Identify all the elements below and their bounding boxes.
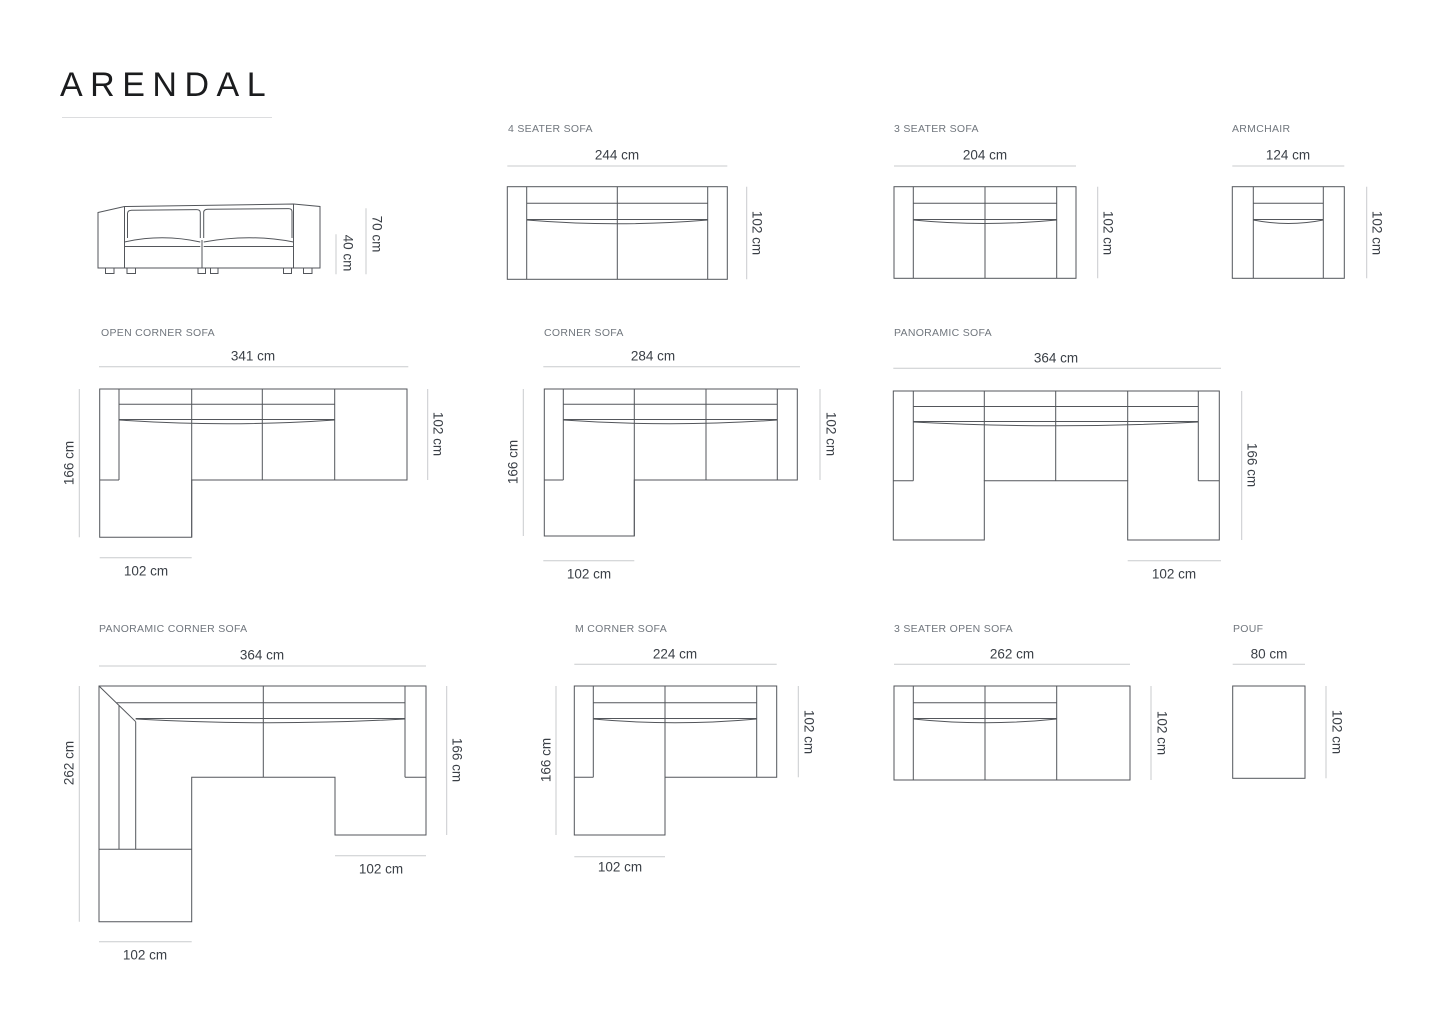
pouf-drawing xyxy=(1233,664,1326,778)
open-corner-drawing xyxy=(79,367,427,558)
section-title-m-corner: M CORNER SOFA xyxy=(575,623,667,635)
section-title-corner: CORNER SOFA xyxy=(544,327,624,339)
dim-depth-right-open-corner: 102 cm xyxy=(430,411,446,457)
dim-depth-four-seater: 102 cm xyxy=(749,210,765,256)
dim-chaise-corner: 102 cm xyxy=(566,566,612,582)
dim-chaise-m-corner: 102 cm xyxy=(597,859,643,875)
dim-width-panoramic: 364 cm xyxy=(1033,350,1079,366)
dim-depth-armchair: 102 cm xyxy=(1369,210,1385,256)
dim-width-pouf: 80 cm xyxy=(1250,646,1288,662)
m-corner-drawing xyxy=(556,664,798,856)
dim-chaise-bottom-panoramic-corner: 102 cm xyxy=(122,947,168,963)
dim-total-height-label: 70 cm xyxy=(369,215,385,253)
dim-depth-left-open-corner: 166 cm xyxy=(61,440,77,486)
dim-width-open-corner: 341 cm xyxy=(230,348,276,364)
dim-width-m-corner: 224 cm xyxy=(652,646,698,662)
dim-width-four-seater: 244 cm xyxy=(594,147,640,163)
section-title-three-seater-open: 3 SEATER OPEN SOFA xyxy=(894,623,1013,635)
dim-chaise-open-corner: 102 cm xyxy=(123,563,169,579)
dim-chaise-right-panoramic-corner: 102 cm xyxy=(358,861,404,877)
four-seater-drawing xyxy=(507,166,746,279)
armchair-drawing xyxy=(1232,166,1366,278)
sofa-front-view-drawing xyxy=(98,204,366,274)
dim-depth-right-corner: 102 cm xyxy=(823,411,839,457)
section-title-panoramic-corner: PANORAMIC CORNER SOFA xyxy=(99,623,248,635)
dim-width-three-seater-open: 262 cm xyxy=(989,646,1035,662)
three-seater-open-drawing xyxy=(894,664,1151,780)
dim-depth-left-panoramic-corner: 262 cm xyxy=(61,740,77,786)
panoramic-corner-drawing xyxy=(79,666,446,942)
section-title-panoramic: PANORAMIC SOFA xyxy=(894,327,992,339)
dim-depth-pouf: 102 cm xyxy=(1329,709,1345,755)
dim-depth-right-m-corner: 102 cm xyxy=(801,709,817,755)
dim-depth-three-seater-open: 102 cm xyxy=(1154,710,1170,756)
dim-depth-right-panoramic: 166 cm xyxy=(1244,442,1260,488)
dim-width-corner: 284 cm xyxy=(630,348,676,364)
dim-depth-three-seater: 102 cm xyxy=(1100,210,1116,256)
dim-seat-height-label: 40 cm xyxy=(340,234,356,272)
page-title: ARENDAL xyxy=(60,66,274,104)
section-title-open-corner: OPEN CORNER SOFA xyxy=(101,327,215,339)
corner-drawing xyxy=(523,367,820,561)
section-title-pouf: POUF xyxy=(1233,623,1264,635)
dim-depth-left-m-corner: 166 cm xyxy=(538,737,554,783)
dim-depth-right-panoramic-corner: 166 cm xyxy=(449,737,465,783)
dim-chaise-panoramic: 102 cm xyxy=(1151,566,1197,582)
three-seater-drawing xyxy=(894,166,1098,278)
dim-width-armchair: 124 cm xyxy=(1265,147,1311,163)
section-title-armchair: ARMCHAIR xyxy=(1232,123,1291,135)
section-title-four-seater: 4 SEATER SOFA xyxy=(508,123,593,135)
dim-width-panoramic-corner: 364 cm xyxy=(239,647,285,663)
panoramic-drawing xyxy=(893,368,1241,560)
dim-depth-left-corner: 166 cm xyxy=(505,439,521,485)
section-title-three-seater: 3 SEATER SOFA xyxy=(894,123,979,135)
dim-width-three-seater: 204 cm xyxy=(962,147,1008,163)
